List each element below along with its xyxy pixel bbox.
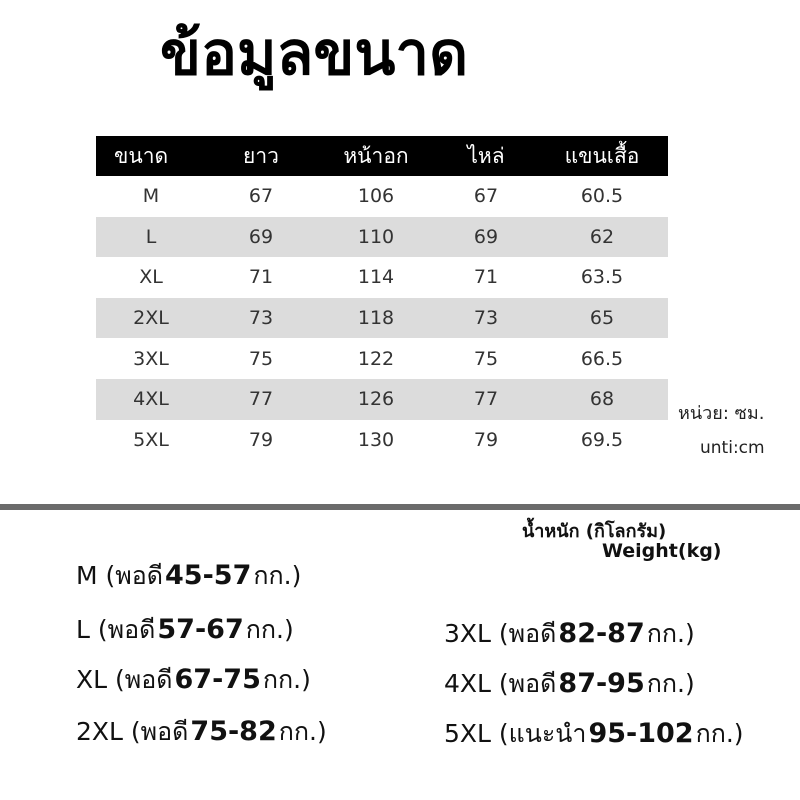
weight-prefix: (พอดี [498,619,557,648]
cell-length: 73 [206,298,316,339]
header-size: ขนาด [96,136,206,176]
weight-range: 95-102 [588,718,694,749]
header-length: ยาว [206,136,316,176]
weight-entry-l [76,610,294,650]
cell-sleeve: 60.5 [580,185,624,208]
cell-length: 77 [206,379,316,420]
cell-size: 4XL [96,379,206,420]
cell-sleeve: 63.5 [580,266,624,289]
header-chest: หน้าอก [316,136,436,176]
cell-size: L [96,217,206,258]
weight-size: 3XL [444,619,491,648]
unit-label-thai: หน่วย: ซม. [678,403,765,424]
cell-sleeve: 69.5 [580,428,624,451]
weight-size: XL [76,665,108,694]
cell-sleeve: 65 [536,298,668,339]
cell-length: 79 [248,428,274,451]
unit-label-english: unti:cm [700,438,765,458]
weight-range: 57-67 [157,614,244,645]
page-title: ข้อมูลขนาด [160,19,469,89]
weight-entry-3xl [444,614,695,654]
cell-shoulder: 79 [473,428,499,451]
weight-range: 87-95 [558,668,645,699]
cell-sleeve: 68 [536,379,668,420]
cell-shoulder: 71 [473,266,499,289]
weight-prefix: (พอดี [97,615,156,644]
weight-header-thai: น้ำหนัก (กิโลกรัม) [522,521,667,542]
cell-chest: 126 [316,379,436,420]
weight-suffix: กก.) [646,619,695,648]
weight-suffix: กก.) [253,561,302,590]
weight-entry-xl [76,660,311,700]
section-divider [0,504,800,510]
table-row [96,379,668,420]
weight-suffix: กก.) [695,719,744,748]
weight-prefix: (แนะนำ [498,719,587,748]
weight-prefix: (พอดี [498,669,557,698]
cell-size: XL [139,266,163,289]
cell-length: 69 [206,217,316,258]
weight-range: 75-82 [190,716,277,747]
cell-shoulder: 75 [473,347,499,370]
cell-shoulder: 67 [473,185,499,208]
cell-chest: 118 [316,298,436,339]
header-shoulder: ไหล่ [436,136,536,176]
weight-entry-5xl [444,714,744,754]
weight-suffix: กก.) [278,717,327,746]
table-row [96,217,668,258]
cell-chest: 110 [316,217,436,258]
cell-length: 75 [248,347,274,370]
weight-entry-2xl [76,712,327,752]
cell-size: 5XL [133,428,169,451]
cell-shoulder: 77 [436,379,536,420]
weight-header-english: Weight(kg) [602,540,722,562]
table-row [96,257,668,298]
cell-length: 67 [248,185,274,208]
table-row [96,338,668,379]
weight-range: 67-75 [174,664,261,695]
weight-size: 5XL [444,719,491,748]
weight-suffix: กก.) [646,669,695,698]
weight-size: 2XL [76,717,123,746]
weight-entry-m [76,556,301,596]
cell-chest: 130 [357,428,395,451]
weight-prefix: (พอดี [105,561,164,590]
size-chart-table [96,136,668,460]
cell-shoulder: 73 [436,298,536,339]
header-sleeve: แขนเสื้อ [536,136,668,176]
cell-sleeve: 62 [536,217,668,258]
weight-size: L [76,615,90,644]
weight-suffix: กก.) [262,665,311,694]
table-row [96,176,668,217]
cell-chest: 114 [357,266,395,289]
weight-range: 82-87 [558,618,645,649]
weight-size: M [76,561,98,590]
cell-shoulder: 69 [436,217,536,258]
weight-range: 45-57 [165,560,252,591]
cell-chest: 106 [357,185,395,208]
table-header-row [96,136,668,176]
weight-suffix: กก.) [245,615,294,644]
cell-size: M [142,185,160,208]
weight-prefix: (พอดี [130,717,189,746]
weight-entry-4xl [444,664,695,704]
cell-sleeve: 66.5 [580,347,624,370]
weight-prefix: (พอดี [115,665,173,694]
cell-size: 3XL [133,347,169,370]
table-row [96,420,668,461]
cell-chest: 122 [357,347,395,370]
cell-length: 71 [248,266,274,289]
table-row [96,298,668,339]
weight-size: 4XL [444,669,491,698]
cell-size: 2XL [96,298,206,339]
